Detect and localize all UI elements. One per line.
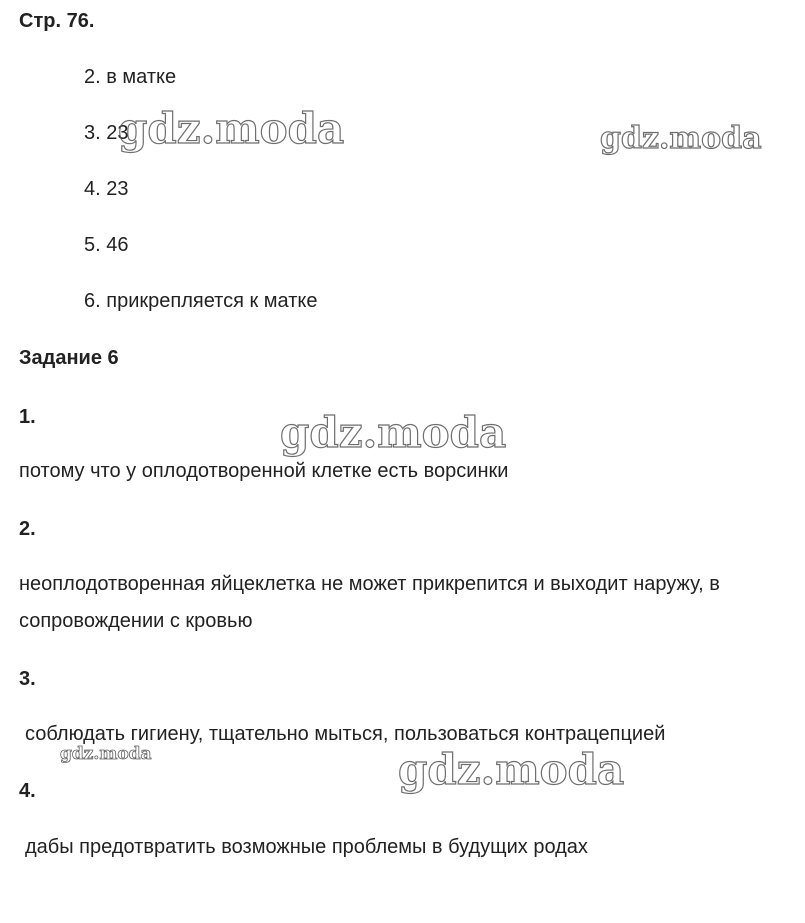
answer-text: потому что у оплодотворенной клетке есть ворсинки [19, 460, 509, 482]
list-item: 3. 23 [84, 122, 129, 144]
watermark: gdz.moda [60, 744, 152, 764]
answer-text: неоплодотворенная яйцеклетка не может прикрепится и выходит наружу, в [19, 573, 720, 595]
watermark: gdz.moda [280, 408, 507, 457]
answer-number: 4. [19, 780, 36, 802]
page-header: Стр. 76. [19, 10, 95, 32]
answer-text: соблюдать гигиену, тщательно мыться, пользоваться контрацепцией [25, 723, 666, 745]
answer-text: сопровождении с кровью [19, 610, 253, 632]
list-item: 6. прикрепляется к матке [84, 290, 318, 312]
watermark: gdz.moda [600, 121, 762, 156]
list-item: 4. 23 [84, 178, 129, 200]
watermark: gdz.moda [398, 745, 625, 794]
answer-number: 2. [19, 518, 36, 540]
list-item: 5. 46 [84, 234, 129, 256]
list-item: 2. в матке [84, 66, 177, 88]
answer-number: 1. [19, 406, 36, 428]
task-title: Задание 6 [19, 347, 119, 369]
watermark: gdz.moda [118, 104, 345, 153]
answer-number: 3. [19, 668, 36, 690]
answer-text: дабы предотвратить возможные проблемы в будущих родах [25, 836, 588, 858]
